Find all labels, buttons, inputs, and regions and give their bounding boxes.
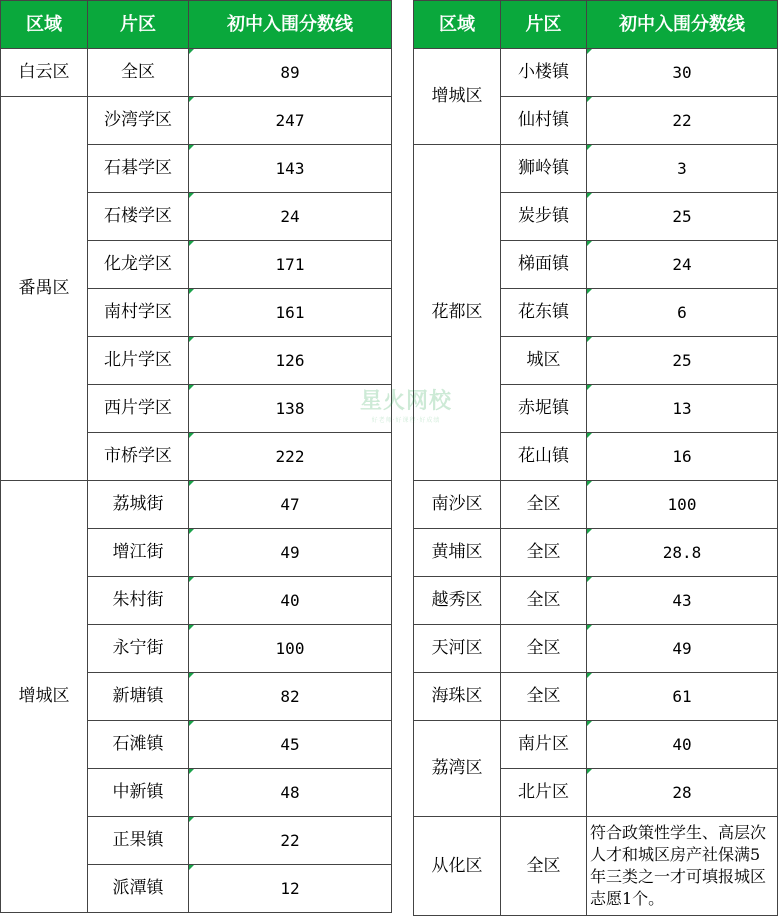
subarea-cell: 梯面镇 (501, 241, 587, 289)
subarea-cell: 北片区 (501, 769, 587, 817)
subarea-cell: 南村学区 (88, 289, 189, 337)
header-district: 区域 (414, 1, 501, 49)
score-cell: 22 (189, 817, 392, 865)
score-cell: 89 (189, 49, 392, 97)
score-cell: 28.8 (587, 529, 778, 577)
table-row (1, 97, 392, 145)
subarea-cell: 市桥学区 (88, 433, 189, 481)
score-cell: 6 (587, 289, 778, 337)
table-gap (392, 0, 413, 915)
score-cell: 40 (587, 721, 778, 769)
score-cell: 24 (189, 193, 392, 241)
score-cell: 22 (587, 97, 778, 145)
district-cell: 增城区 (1, 481, 88, 913)
subarea-cell: 永宁街 (88, 625, 189, 673)
score-cell: 12 (189, 865, 392, 913)
table-row (414, 817, 778, 916)
score-cell: 45 (189, 721, 392, 769)
table-row (414, 577, 778, 625)
table-row (414, 49, 778, 97)
score-cell: 43 (587, 577, 778, 625)
score-cell: 61 (587, 673, 778, 721)
score-cell: 49 (189, 529, 392, 577)
score-cell: 161 (189, 289, 392, 337)
district-cell: 海珠区 (414, 673, 501, 721)
subarea-cell: 南片区 (501, 721, 587, 769)
header-score: 初中入围分数线 (587, 1, 778, 49)
score-cell: 13 (587, 385, 778, 433)
score-cell: 25 (587, 337, 778, 385)
district-cell: 天河区 (414, 625, 501, 673)
subarea-cell: 西片学区 (88, 385, 189, 433)
subarea-cell: 赤坭镇 (501, 385, 587, 433)
subarea-cell: 沙湾学区 (88, 97, 189, 145)
score-cell: 47 (189, 481, 392, 529)
score-cell: 171 (189, 241, 392, 289)
score-cell: 25 (587, 193, 778, 241)
subarea-cell: 花东镇 (501, 289, 587, 337)
table-row (414, 145, 778, 193)
score-cell: 48 (189, 769, 392, 817)
score-cell: 16 (587, 433, 778, 481)
subarea-cell: 全区 (501, 529, 587, 577)
score-cell: 100 (587, 481, 778, 529)
subarea-cell: 全区 (501, 673, 587, 721)
district-cell: 白云区 (1, 49, 88, 97)
subarea-cell: 全区 (501, 625, 587, 673)
score-cell: 138 (189, 385, 392, 433)
subarea-cell: 派潭镇 (88, 865, 189, 913)
district-cell: 黄埔区 (414, 529, 501, 577)
subarea-cell: 全区 (501, 577, 587, 625)
subarea-cell: 仙村镇 (501, 97, 587, 145)
score-cell: 247 (189, 97, 392, 145)
header-subarea: 片区 (501, 1, 587, 49)
subarea-cell: 新塘镇 (88, 673, 189, 721)
subarea-cell: 朱村街 (88, 577, 189, 625)
score-cell: 24 (587, 241, 778, 289)
subarea-cell: 狮岭镇 (501, 145, 587, 193)
subarea-cell: 全区 (501, 481, 587, 529)
table-row (1, 49, 392, 97)
header-score: 初中入围分数线 (189, 1, 392, 49)
header-district: 区域 (1, 1, 88, 49)
subarea-cell: 化龙学区 (88, 241, 189, 289)
subarea-cell: 城区 (501, 337, 587, 385)
subarea-cell: 荔城街 (88, 481, 189, 529)
district-cell: 番禺区 (1, 97, 88, 481)
left-header-row (1, 1, 392, 49)
score-cell: 126 (189, 337, 392, 385)
score-cell: 49 (587, 625, 778, 673)
table-row (414, 721, 778, 769)
table-row (414, 529, 778, 577)
watermark-text: 星火网校 (359, 389, 452, 414)
score-cell: 40 (189, 577, 392, 625)
table-row (1, 481, 392, 529)
subarea-cell: 小楼镇 (501, 49, 587, 97)
score-cell: 143 (189, 145, 392, 193)
table-row (414, 673, 778, 721)
district-cell: 南沙区 (414, 481, 501, 529)
district-cell: 花都区 (414, 145, 501, 481)
score-cell: 100 (189, 625, 392, 673)
subarea-cell: 中新镇 (88, 769, 189, 817)
right-score-table (413, 0, 778, 916)
header-subarea: 片区 (88, 1, 189, 49)
subarea-cell: 花山镇 (501, 433, 587, 481)
right-header-row (414, 1, 778, 49)
district-cell: 荔湾区 (414, 721, 501, 817)
district-cell: 越秀区 (414, 577, 501, 625)
district-cell: 增城区 (414, 49, 501, 145)
score-cell: 30 (587, 49, 778, 97)
table-row (414, 625, 778, 673)
subarea-cell: 正果镇 (88, 817, 189, 865)
score-cell: 3 (587, 145, 778, 193)
subarea-cell: 石楼学区 (88, 193, 189, 241)
score-cell: 82 (189, 673, 392, 721)
subarea-cell: 增江街 (88, 529, 189, 577)
score-cell: 222 (189, 433, 392, 481)
table-row (414, 481, 778, 529)
subarea-cell: 全区 (501, 817, 587, 916)
subarea-cell: 石碁学区 (88, 145, 189, 193)
subarea-cell: 石滩镇 (88, 721, 189, 769)
score-note-cell: 符合政策性学生、高层次人才和城区房产社保满5年三类之一才可填报城区志愿1个。 (587, 817, 778, 916)
district-cell: 从化区 (414, 817, 501, 916)
subarea-cell: 北片学区 (88, 337, 189, 385)
score-cell: 28 (587, 769, 778, 817)
subarea-cell: 全区 (88, 49, 189, 97)
subarea-cell: 炭步镇 (501, 193, 587, 241)
watermark-slogan: 好老师·好课程·好成绩 (371, 417, 441, 424)
